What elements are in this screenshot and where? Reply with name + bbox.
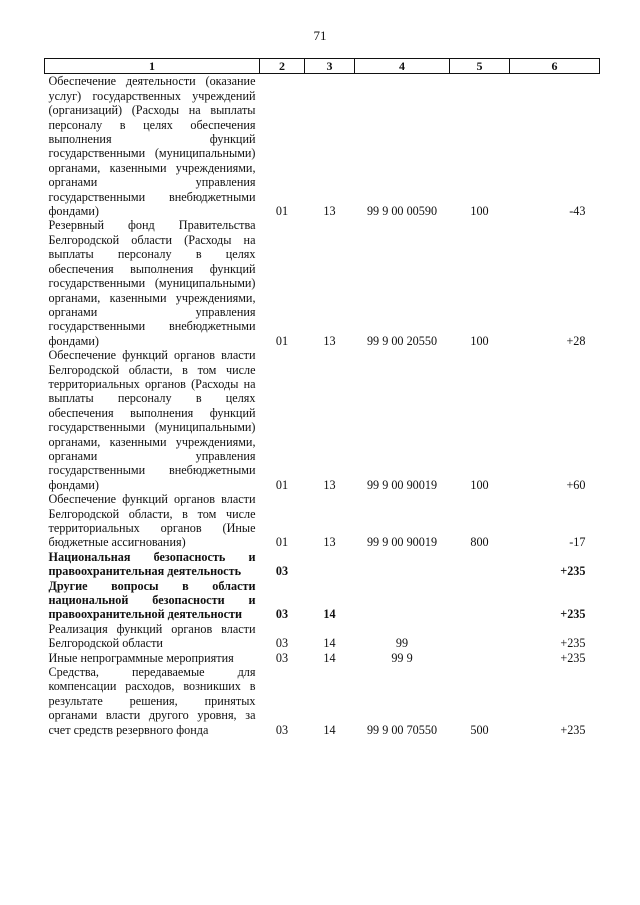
section-code: 03 [275,564,289,579]
amount-change: +28 [566,333,586,348]
table-row [45,550,600,579]
target-article-code: 99 [395,636,409,651]
expense-type-code [450,622,510,651]
subsection-code [305,550,355,579]
column-header: 4 [355,59,450,74]
section-code: 03 [275,607,289,622]
row-description: Иные непрограммные мероприятия [48,650,234,665]
row-description: Обеспечение функций органов власти Белгородской области, в том числе территориальных органов (Иные бюджетные ассигнования) [48,492,256,550]
section-code: 01 [275,477,289,492]
amount-change: +235 [560,564,586,579]
table-row [45,665,600,737]
subsection-code: 14 [323,607,336,622]
page-number: 71 [313,28,327,43]
subsection-code: 13 [323,204,336,219]
column-header: 1 [45,59,260,74]
amount-change: +235 [560,722,586,737]
target-article-code: 99 9 00 00590 [366,204,438,219]
expense-type-code [450,550,510,579]
row-description: Реализация функций органов власти Белгородской области [48,621,256,651]
table-row [45,492,600,550]
expense-type-code: 800 [470,535,489,550]
amount-change: +235 [560,650,586,665]
row-description: Средства, передаваемые для компенсации расходов, возникших в результате решения, принятых органами власти другого уровня, за счет средств резервного фонда [48,665,256,737]
subsection-code: 13 [323,535,336,550]
section-code: 03 [275,722,289,737]
section-code: 01 [275,204,289,219]
row-description: Обеспечение деятельности (оказание услуг) государственных учреждений (организаций) (Расходы на выплаты персоналу в целях обеспечения выполнения функций государственными (муниципальными) органами, казенными учреждениями, органами управления государственными внебюджетными фондами) [48,74,256,219]
target-article-code [355,579,450,622]
table-row [45,579,600,622]
subsection-code: 14 [323,636,336,651]
expense-type-code: 100 [470,333,489,348]
table-row [45,348,600,492]
subsection-code: 13 [323,477,336,492]
expense-type-code [450,651,510,665]
expense-type-code: 500 [470,722,489,737]
table-row [45,651,600,665]
table-row [45,218,600,348]
column-header: 3 [305,59,355,74]
subsection-code: 14 [323,650,336,665]
amount-change: -43 [569,204,586,219]
target-article-code: 99 9 00 20550 [366,333,438,348]
amount-change: +60 [566,477,586,492]
section-code: 01 [275,333,289,348]
row-description: Резервный фонд Правительства Белгородской области (Расходы на выплаты персоналу в целях обеспечения выполнения функций государственными (муниципальными) органами, казенными учреждениями, органами управления государственными внебюджетными фондами) [48,218,256,348]
target-article-code [355,550,450,579]
section-code: 01 [275,535,289,550]
row-description: Национальная безопасность и правоохранительная деятельность [48,549,256,579]
expense-type-code [450,579,510,622]
subsection-code: 14 [323,722,336,737]
row-description: Другие вопросы в области национальной безопасности и правоохранительной деятельности [48,578,256,622]
column-header: 5 [450,59,510,74]
expense-type-code: 100 [470,204,489,219]
target-article-code: 99 9 00 70550 [366,722,438,737]
target-article-code: 99 9 00 90019 [366,535,438,550]
table-header-row [45,59,600,74]
budget-table [44,58,600,737]
expense-type-code: 100 [470,477,489,492]
target-article-code: 99 9 [391,650,413,665]
subsection-code: 13 [323,333,336,348]
amount-change: +235 [560,636,586,651]
table-row [45,622,600,651]
row-description: Обеспечение функций органов власти Белгородской области, в том числе территориальных органов (Расходы на выплаты персоналу в целях обеспечения выполнения функций государственными (муниципальными) органами, казенными учреждениями, органами управления государственными внебюджетными фондами) [48,348,256,492]
column-header: 2 [260,59,305,74]
target-article-code: 99 9 00 90019 [366,477,438,492]
column-header: 6 [510,59,600,74]
section-code: 03 [275,650,289,665]
amount-change: +235 [560,607,586,622]
amount-change: -17 [569,535,586,550]
section-code: 03 [275,636,289,651]
table-row [45,74,600,219]
